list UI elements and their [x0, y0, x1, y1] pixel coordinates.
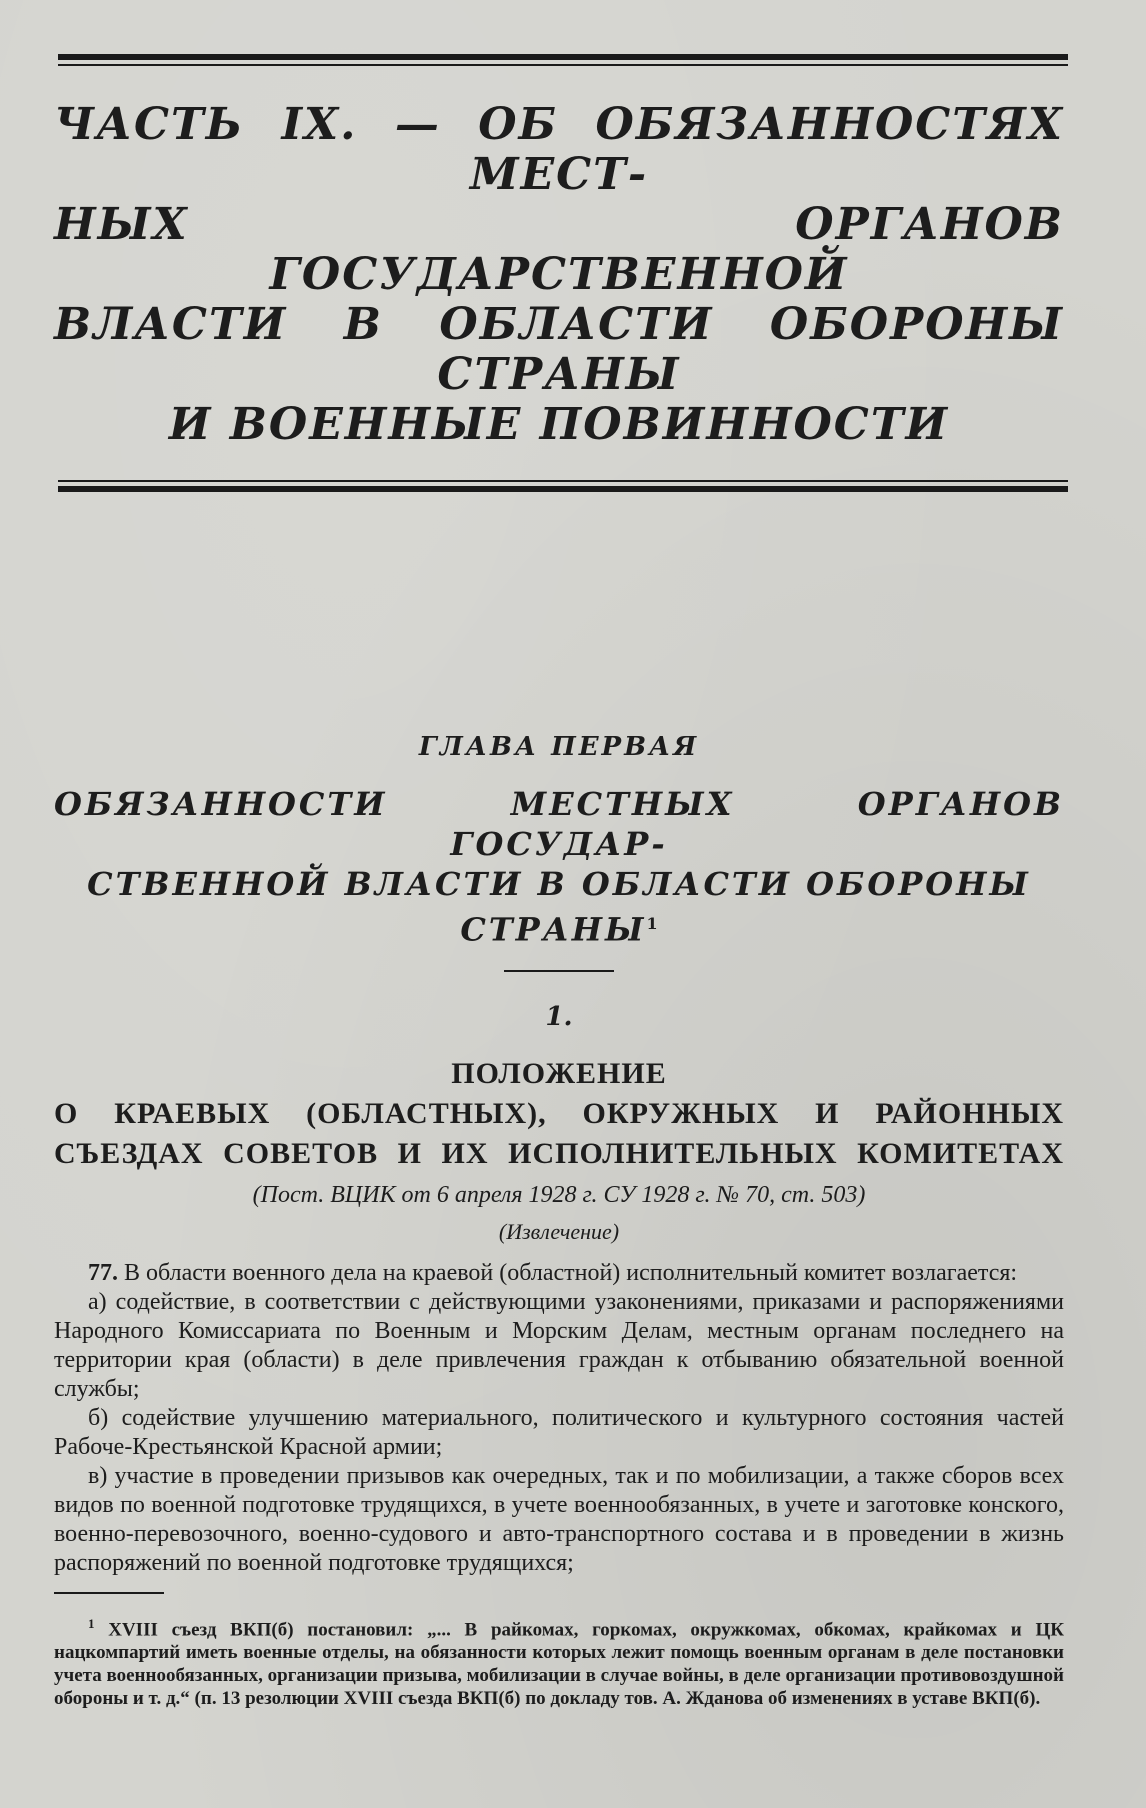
footnote: [54, 1612, 1064, 1710]
footnote-reference: 1: [646, 914, 658, 933]
article-intro: [54, 1259, 1064, 1288]
article-body: [54, 1259, 1064, 1578]
document-number: 1.: [545, 1001, 573, 1032]
top-double-rule: [58, 54, 1068, 66]
document-excerpt-note: (Извлечение): [498, 1218, 620, 1244]
footnote-mark: 1: [88, 1615, 95, 1631]
thick-rule: [58, 486, 1068, 492]
chapter-title: [54, 784, 1064, 950]
document-source: (Пост. ВЦИК от 6 апреля 1928 г. СУ 1928 г. № 70, ст. 503): [252, 1181, 866, 1208]
chapter-title-text: ОБЯЗАННОСТИ МЕСТНЫХ ОРГАНОВ ГОСУДАР- СТВЕННОЙ ВЛАСТИ В ОБЛАСТИ ОБОРОНЫ СТРАНЫ: [54, 785, 1064, 949]
footnote-divider: [54, 1592, 164, 1594]
footnote-text: XVIII съезд ВКП(б) постановил: „... В райкомах, горкомах, окружкомах, обкомах, крайкомах и ЦК нацкомпартий иметь военные отделы, на обязанности которых лежит помощь военным органам в деле постановки учета военнообязанных, организации призыва, мобилизации в случае войны, в деле организации противовоздушной обороны и т. д.“ (п. 13 резолюции XVIII съезда ВКП(б) по докладу тов. А. Жданова об изменениях в уставе ВКП(б).: [54, 1618, 1065, 1709]
chapter-label: ГЛАВА ПЕРВАЯ: [418, 732, 700, 762]
section-divider: [504, 970, 614, 972]
part-title: ЧАСТЬ IX. — ОБ ОБЯЗАННОСТЯХ МЕСТ- НЫХ ОРГАНОВ ГОСУДАРСТВЕННОЙ ВЛАСТИ В ОБЛАСТИ ОБОРОНЫ СТРАНЫ И ВОЕННЫЕ ПОВИННОСТИ: [54, 99, 1064, 450]
article-intro-text: В области военного дела на краевой (областной) исполнительный комитет возлагается:: [124, 1259, 1018, 1286]
thick-rule: [58, 54, 1068, 60]
document-title-line-3: СЪЕЗДАХ СОВЕТОВ И ИХ ИСПОЛНИТЕЛЬНЫХ КОМИТЕТАХ: [54, 1136, 1064, 1170]
article-item-a: а) содействие, в соответствии с действующими узаконениями, приказами и распоряжениями Народного Комиссариата по Военным и Морским Делам, местным органам последнего на территории края (области) в деле привлечения граждан к отбыванию обязательной военной службы;: [54, 1288, 1064, 1402]
document-title: ПОЛОЖЕНИЕ: [451, 1056, 667, 1090]
bottom-double-rule: [58, 480, 1068, 492]
article-number: 77.: [88, 1259, 118, 1286]
thin-rule: [58, 64, 1068, 66]
thin-rule: [58, 480, 1068, 482]
article-item-b: б) содействие улучшению материального, политического и культурного состояния частей Рабоче-Крестьянской Красной армии;: [54, 1404, 1064, 1460]
document-title-line-2: О КРАЕВЫХ (ОБЛАСТНЫХ), ОКРУЖНЫХ И РАЙОННЫХ: [54, 1096, 1064, 1130]
article-item-c: в) участие в проведении призывов как очередных, так и по мобилизации, а также сборов всех видов по военной подготовке трудящихся, в учете военнообязанных, в учете и заготовке конского, военно-перевозочного, военно-судового и авто-транспортного состава и в проведении в жизнь распоряжений по военной подготовке трудящихся;: [54, 1462, 1064, 1576]
